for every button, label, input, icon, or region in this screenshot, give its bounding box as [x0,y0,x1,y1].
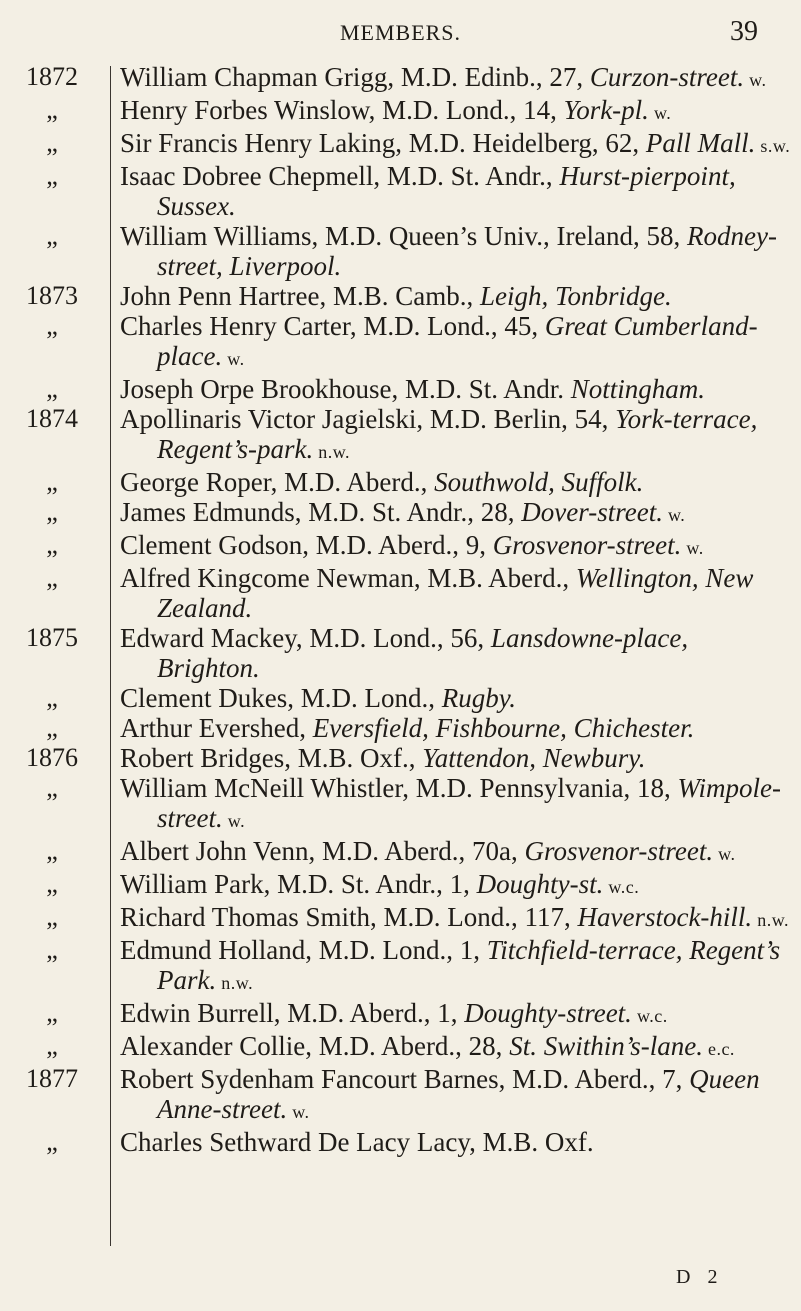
member-entry [0,161,801,221]
member-name: Richard Thomas Smith, M.D. Lond., 117, [120,902,578,932]
member-text [120,530,797,563]
member-text [120,467,797,497]
postal-district: n.w. [216,973,254,993]
postal-district: w. [222,811,246,831]
member-entry [0,998,801,1031]
member-name: Sir Francis Henry Laking, M.D. Heidelberg, 62, [120,128,646,158]
member-address: Doughty-st. [476,869,604,899]
member-name: Alfred Kingcome Newman, M.B. Aberd., [120,563,576,593]
member-entry [0,62,801,95]
member-name: Edwin Burrell, M.D. Aberd., 1, [120,998,465,1028]
member-address: York-terrace, Regent’s-park. [157,404,758,464]
member-name: George Roper, M.D. Aberd., [120,467,435,497]
member-name: Edmund Holland, M.D. Lond., 1, [120,935,487,965]
election-year: 1874 [26,404,78,433]
postal-district: n.w. [313,442,351,462]
postal-district: w. [713,844,736,864]
postal-district: w. [287,1102,310,1122]
ditto-mark: „ [46,713,58,742]
member-text [120,281,797,311]
member-name: William Park, M.D. St. Andr., 1, [120,869,477,899]
member-text [120,311,797,374]
member-name: Robert Bridges, M.B. Oxf., [120,743,423,773]
member-name: Clement Godson, M.D. Aberd., 9, [120,530,493,560]
member-name: William Chapman Grigg, M.D. Edinb., 27, [120,62,590,92]
member-address: Dover-street. [521,497,663,527]
election-year: 1877 [26,1064,78,1093]
member-address: Hurst-pierpoint, Sussex. [157,161,736,221]
member-text [120,374,797,404]
member-text [120,683,797,713]
member-address: Southwold, Suffolk. [434,467,644,497]
member-text [120,62,797,95]
member-address: Doughty-street. [464,998,632,1028]
member-entry [0,374,801,404]
member-address: Nottingham. [570,374,706,404]
ditto-mark: „ [46,1031,58,1060]
election-year: 1873 [26,281,78,310]
member-address: Eversfield, Fishbourne, Chichester. [312,713,695,743]
member-text [120,869,797,902]
member-entry [0,467,801,497]
ditto-mark: „ [46,467,58,496]
member-entry [0,836,801,869]
page-number: 39 [730,16,758,47]
member-address: Leigh, Tonbridge. [479,281,672,311]
ditto-mark: „ [46,836,58,865]
member-name: Henry Forbes Winslow, M.D. Lond., 14, [120,95,564,125]
member-entry [0,530,801,563]
member-address: Rodney-street, Liverpool. [157,221,777,281]
member-name: Charles Sethward De Lacy Lacy, M.B. Oxf. [120,1127,594,1157]
member-name: Arthur Evershed, [120,713,313,743]
member-text [120,902,797,935]
member-text [120,1127,797,1157]
member-text [120,773,797,836]
member-entry [0,497,801,530]
postal-district: w. [222,349,245,369]
postal-district: w. [744,70,767,90]
member-entry [0,95,801,128]
member-address: Pall Mall. [645,128,756,158]
member-address: Queen Anne-street. [157,1064,760,1124]
member-name: Isaac Dobree Chepmell, M.D. St. Andr., [120,161,560,191]
member-address: Great Cumberland-place. [157,311,758,371]
member-entry [0,935,801,998]
postal-district: e.c. [702,1039,735,1059]
member-name: Albert John Venn, M.D. Aberd., 70a, [120,836,525,866]
member-text [120,95,797,128]
postal-district: w.c. [631,1006,668,1026]
ditto-mark: „ [46,935,58,964]
member-entry [0,563,801,623]
ditto-mark: „ [46,1127,58,1156]
member-address: Wimpole-street. [157,773,781,833]
member-text [120,743,797,773]
member-entry [0,281,801,311]
member-text [120,161,797,221]
ditto-mark: „ [46,563,58,592]
member-text [120,497,797,530]
member-address: York-pl. [563,95,649,125]
member-entry [0,743,801,773]
member-text [120,221,797,281]
member-text [120,1031,797,1064]
member-name: Robert Sydenham Fancourt Barnes, M.D. Aberd., 7, [120,1064,690,1094]
member-name: William Williams, M.D. Queen’s Univ., Ireland, 58, [120,221,687,251]
member-name: Joseph Orpe Brookhouse, M.D. St. Andr. [120,374,571,404]
ditto-mark: „ [46,902,58,931]
member-entry [0,1031,801,1064]
postal-district: n.w. [752,910,790,930]
member-name: James Edmunds, M.D. St. Andr., 28, [120,497,522,527]
member-text [120,713,797,743]
member-name: Alexander Collie, M.D. Aberd., 28, [120,1031,510,1061]
member-address: Wellington, New Zealand. [157,563,754,623]
member-text [120,623,797,683]
election-year: 1875 [26,623,78,652]
postal-district: w. [648,103,672,123]
member-entry [0,1064,801,1127]
signature-mark: D 2 [676,1266,724,1288]
postal-district: w.c. [603,877,640,897]
ditto-mark: „ [46,773,58,802]
member-address: Haverstock-hill. [577,902,753,932]
member-name: Charles Henry Carter, M.D. Lond., 45, [120,311,545,341]
member-address: Grosvenor-street. [492,530,682,560]
member-address: Lansdowne-place, Brighton. [157,623,689,683]
ditto-mark: „ [46,998,58,1027]
member-text [120,563,797,623]
member-name: John Penn Hartree, M.B. Camb., [120,281,480,311]
page-header [0,16,801,56]
member-list [0,62,801,1157]
member-text [120,128,797,161]
member-address: St. Swithin’s-lane. [509,1031,703,1061]
member-entry [0,713,801,743]
member-entry [0,128,801,161]
member-name: Apollinaris Victor Jagielski, M.D. Berlin, 54, [120,404,616,434]
member-address: Yattendon, Newbury. [422,743,646,773]
member-name: Edward Mackey, M.D. Lond., 56, [120,623,491,653]
member-name: William McNeill Whistler, M.D. Pennsylvania, 18, [120,773,678,803]
running-title: MEMBERS. [339,20,462,45]
ditto-mark: „ [46,128,58,157]
ditto-mark: „ [46,161,58,190]
election-year: 1876 [26,743,78,772]
member-entry [0,683,801,713]
ditto-mark: „ [46,95,58,124]
ditto-mark: „ [46,683,58,712]
election-year: 1872 [26,62,78,91]
member-text [120,404,797,467]
member-entry [0,311,801,374]
member-entry [0,1127,801,1157]
member-address: Rugby. [441,683,516,713]
member-address: Titchfield-terrace, Regent’s Park. [157,935,781,995]
ditto-mark: „ [46,530,58,559]
page-body [0,62,801,1157]
ditto-mark: „ [46,497,58,526]
postal-district: w. [681,538,704,558]
member-entry [0,902,801,935]
member-name: Clement Dukes, M.D. Lond., [120,683,442,713]
member-entry [0,404,801,467]
postal-district: w. [662,505,686,525]
member-entry [0,221,801,281]
ditto-mark: „ [46,221,58,250]
member-text [120,935,797,998]
member-entry [0,623,801,683]
ditto-mark: „ [46,374,58,403]
ditto-mark: „ [46,311,58,340]
member-address: Curzon-street. [589,62,745,92]
member-address: Grosvenor-street. [524,836,714,866]
member-entry [0,773,801,836]
postal-district: s.w. [755,136,791,156]
member-text [120,1064,797,1127]
member-entry [0,869,801,902]
ditto-mark: „ [46,869,58,898]
member-text [120,836,797,869]
member-text [120,998,797,1031]
